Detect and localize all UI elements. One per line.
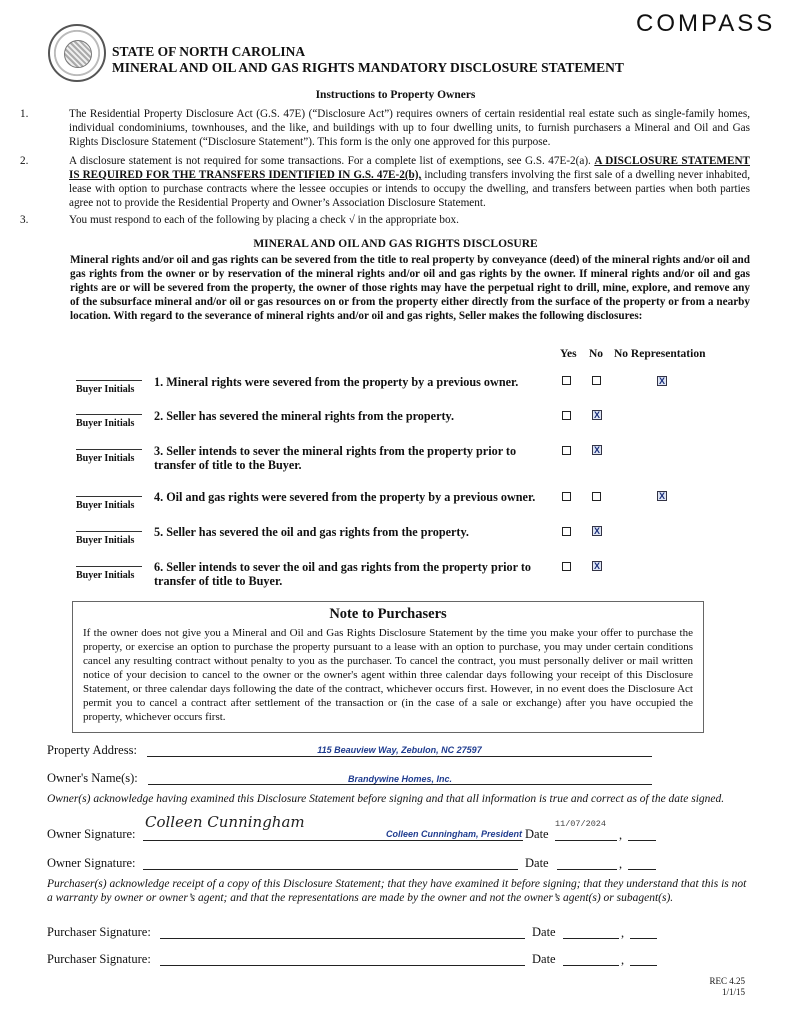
owner-acknowledgment: Owner(s) acknowledge having examined this Disclosure Statement before signing and that all information is true and correct as of the date signed. <box>47 793 725 805</box>
q4-no-checkbox[interactable] <box>592 492 601 501</box>
date-label: Date <box>532 952 556 966</box>
property-address-value: 115 Beauview Way, Zebulon, NC 27597 <box>317 745 482 755</box>
q6-no-checkbox[interactable]: X <box>593 561 600 571</box>
instruction-number: 1. <box>20 108 29 120</box>
buyer-initials-field[interactable]: Buyer Initials <box>76 449 142 464</box>
q1-yes-checkbox[interactable] <box>562 376 571 385</box>
purchaser-signature-label: Purchaser Signature: <box>47 925 151 939</box>
purchaser-1-year-field[interactable] <box>630 926 657 939</box>
date-label: Date <box>525 827 549 841</box>
state-heading: STATE OF NORTH CAROLINA <box>112 44 306 59</box>
instructions-heading: Instructions to Property Owners <box>315 89 476 101</box>
owner-2-year-field[interactable] <box>628 857 656 870</box>
owner-signature-handwritten: Colleen Cunningham <box>145 813 305 831</box>
q3-yes-checkbox[interactable] <box>562 446 571 455</box>
question-5: 5. Seller has severed the oil and gas rights from the property. <box>154 525 469 539</box>
instruction-text: The Residential Property Disclosure Act (G.S. 47E) (“Disclosure Act”) requires owners of certain residential real estate such as single-family homes, individual condominiums, townhouses, and the like, and buildings with up to four dwelling units, to furnish purchasers a Mineral and Oil and Gas Rights Disclosure Statement (“Disclosure Statement”). This form is the only one approved for this purpose. <box>69 108 750 148</box>
state-seal-icon <box>48 24 106 82</box>
question-1: 1. Mineral rights were severed from the property by a previous owner. <box>154 375 519 389</box>
q5-yes-checkbox[interactable] <box>562 527 571 536</box>
owner-signature-label: Owner Signature: <box>47 856 136 870</box>
q5-no-checkbox[interactable]: X <box>593 526 600 536</box>
date-comma: , <box>619 857 623 871</box>
date-label: Date <box>525 856 549 870</box>
buyer-initials-field[interactable]: Buyer Initials <box>76 531 142 546</box>
disclosure-intro: Mineral rights and/or oil and gas rights can be severed from the title to real property by conveyance (deed) of the mineral rights and/or oil and gas rights from the owner or by reservation of the mineral rights and/or oil and gas rights by the owner. If mineral rights and/or oil and gas rights are or will be severed from the property, the owner of those rights may have the perpetual right to drill, mine, explore, and remove any of the subsurface mineral and/or oil or gas resources on or from the property either directly from the surface of the property or from a nearby location. With regard to the severance of mineral rights and/or oil and gas rights, Seller makes the following disclosures: <box>70 254 750 322</box>
instruction-number: 2. <box>20 155 29 167</box>
buyer-initials-field[interactable]: Buyer Initials <box>76 380 142 395</box>
q1-no-checkbox[interactable] <box>592 376 601 385</box>
form-revision: 1/1/15 <box>721 987 745 997</box>
q2-yes-checkbox[interactable] <box>562 411 571 420</box>
date-comma: , <box>619 828 623 842</box>
date-comma: , <box>621 926 625 940</box>
instruction-item-1 <box>20 107 750 149</box>
required-transfers-link: A DISCLOSURE STATEMENT IS REQUIRED FOR THE TRANSFERS IDENTIFIED IN G.S. 47E-2(b), <box>69 155 750 181</box>
purchaser-1-date-field[interactable] <box>563 926 619 939</box>
owner-2-date-field[interactable] <box>557 857 617 870</box>
instruction-text: You must respond to each of the following by placing a check √ in the appropriate box. <box>69 214 459 226</box>
purchaser-signature-1-field[interactable] <box>160 926 525 939</box>
q6-yes-checkbox[interactable] <box>562 562 571 571</box>
q3-no-checkbox[interactable]: X <box>593 445 600 455</box>
question-6: 6. Seller intends to sever the oil and gas rights from the property prior to transfer of title to Buyer. <box>154 560 532 588</box>
instruction-number: 3. <box>20 214 29 226</box>
document-title: MINERAL AND OIL AND GAS RIGHTS MANDATORY DISCLOSURE STATEMENT <box>112 60 624 75</box>
compass-logo: COMPASS <box>636 10 776 37</box>
purchaser-2-date-field[interactable] <box>563 953 619 966</box>
owner-1-date-field[interactable] <box>555 828 617 841</box>
form-footer <box>640 976 745 998</box>
owner-signature-label: Owner Signature: <box>47 827 136 841</box>
owner-signature-printed: Colleen Cunningham, President <box>385 829 522 839</box>
instruction-item-2 <box>20 154 750 210</box>
owner-names-label: Owner's Name(s): <box>47 771 138 785</box>
q1-no-representation-checkbox[interactable]: X <box>658 376 665 386</box>
column-yes: Yes <box>560 348 577 360</box>
note-heading: Note to Purchasers <box>329 606 447 622</box>
q4-yes-checkbox[interactable] <box>562 492 571 501</box>
q2-no-checkbox[interactable]: X <box>593 410 600 420</box>
owner-1-year-field[interactable] <box>628 828 656 841</box>
instruction-item-3 <box>20 213 750 227</box>
question-4: 4. Oil and gas rights were severed from the property by a previous owner. <box>154 490 536 504</box>
disclosure-heading: MINERAL AND OIL AND GAS RIGHTS DISCLOSURE <box>253 238 538 250</box>
note-to-purchasers-box <box>72 601 704 733</box>
purchaser-2-year-field[interactable] <box>630 953 657 966</box>
purchaser-acknowledgment: Purchaser(s) acknowledge receipt of a copy of this Disclosure Statement; that they have examined it before signing; that they understand that this is not a warranty by owner or owner’s agent; and that the representations are made by the owner and not the owner’s agent(s) or subagent(s). <box>47 878 747 904</box>
owner-names-value: Brandywine Homes, Inc. <box>347 774 453 784</box>
q4-no-representation-checkbox[interactable]: X <box>658 491 665 501</box>
buyer-initials-field[interactable]: Buyer Initials <box>76 414 142 429</box>
column-no-representation: No Representation <box>614 348 706 360</box>
date-label: Date <box>532 925 556 939</box>
date-comma: , <box>621 953 625 967</box>
buyer-initials-field[interactable]: Buyer Initials <box>76 566 142 581</box>
purchaser-signature-label: Purchaser Signature: <box>47 952 151 966</box>
question-2: 2. Seller has severed the mineral rights from the property. <box>154 409 455 423</box>
question-3: 3. Seller intends to sever the mineral rights from the property prior to transfer of title to the Buyer. <box>154 444 517 472</box>
note-body: If the owner does not give you a Mineral and Oil and Gas Rights Disclosure Statement by the time you make your offer to purchase the property, or exercise an option to purchase the property pursuant to a lease with an option to purchase, you may under certain conditions cancel any resulting contract without penalty to you as the purchaser. To cancel the contract, you must personally deliver or mail written notice of your decision to cancel to the owner or the owner's agent within three calendar days following your receipt of this Disclosure Statement, or three calendar days following the date of the contract, whichever occurs first. However, in no event does the Disclosure Act permit you to cancel a contract after settlement of the transaction or (in the case of a sale or exchange) after you have occupied the property, whichever occurs first. <box>83 627 693 723</box>
owner-1-date-value: 11/07/2024 <box>555 819 607 829</box>
column-no: No <box>589 348 604 360</box>
buyer-initials-field[interactable]: Buyer Initials <box>76 496 142 511</box>
owner-signature-2-field[interactable] <box>143 857 518 870</box>
purchaser-signature-2-field[interactable] <box>160 953 525 966</box>
form-id: REC 4.25 <box>709 976 745 986</box>
property-address-label: Property Address: <box>47 743 137 757</box>
instruction-text: A disclosure statement is not required for some transactions. For a complete list of exemptions, see G.S. 47E-2(a). A DISCLOSURE STATEMENT IS REQUIRED FOR THE TRANSFERS IDENTIFIED IN G.S. 47E-2(b), including transfers involving the first sale of a dwelling never inhabited, lease with option to purchase contracts where the lessee occupies or intends to occupy the dwelling, and transfers between parties when both parties agree not to provide the Residential Property and Owner’s Association Disclosure Statement. <box>69 155 751 209</box>
